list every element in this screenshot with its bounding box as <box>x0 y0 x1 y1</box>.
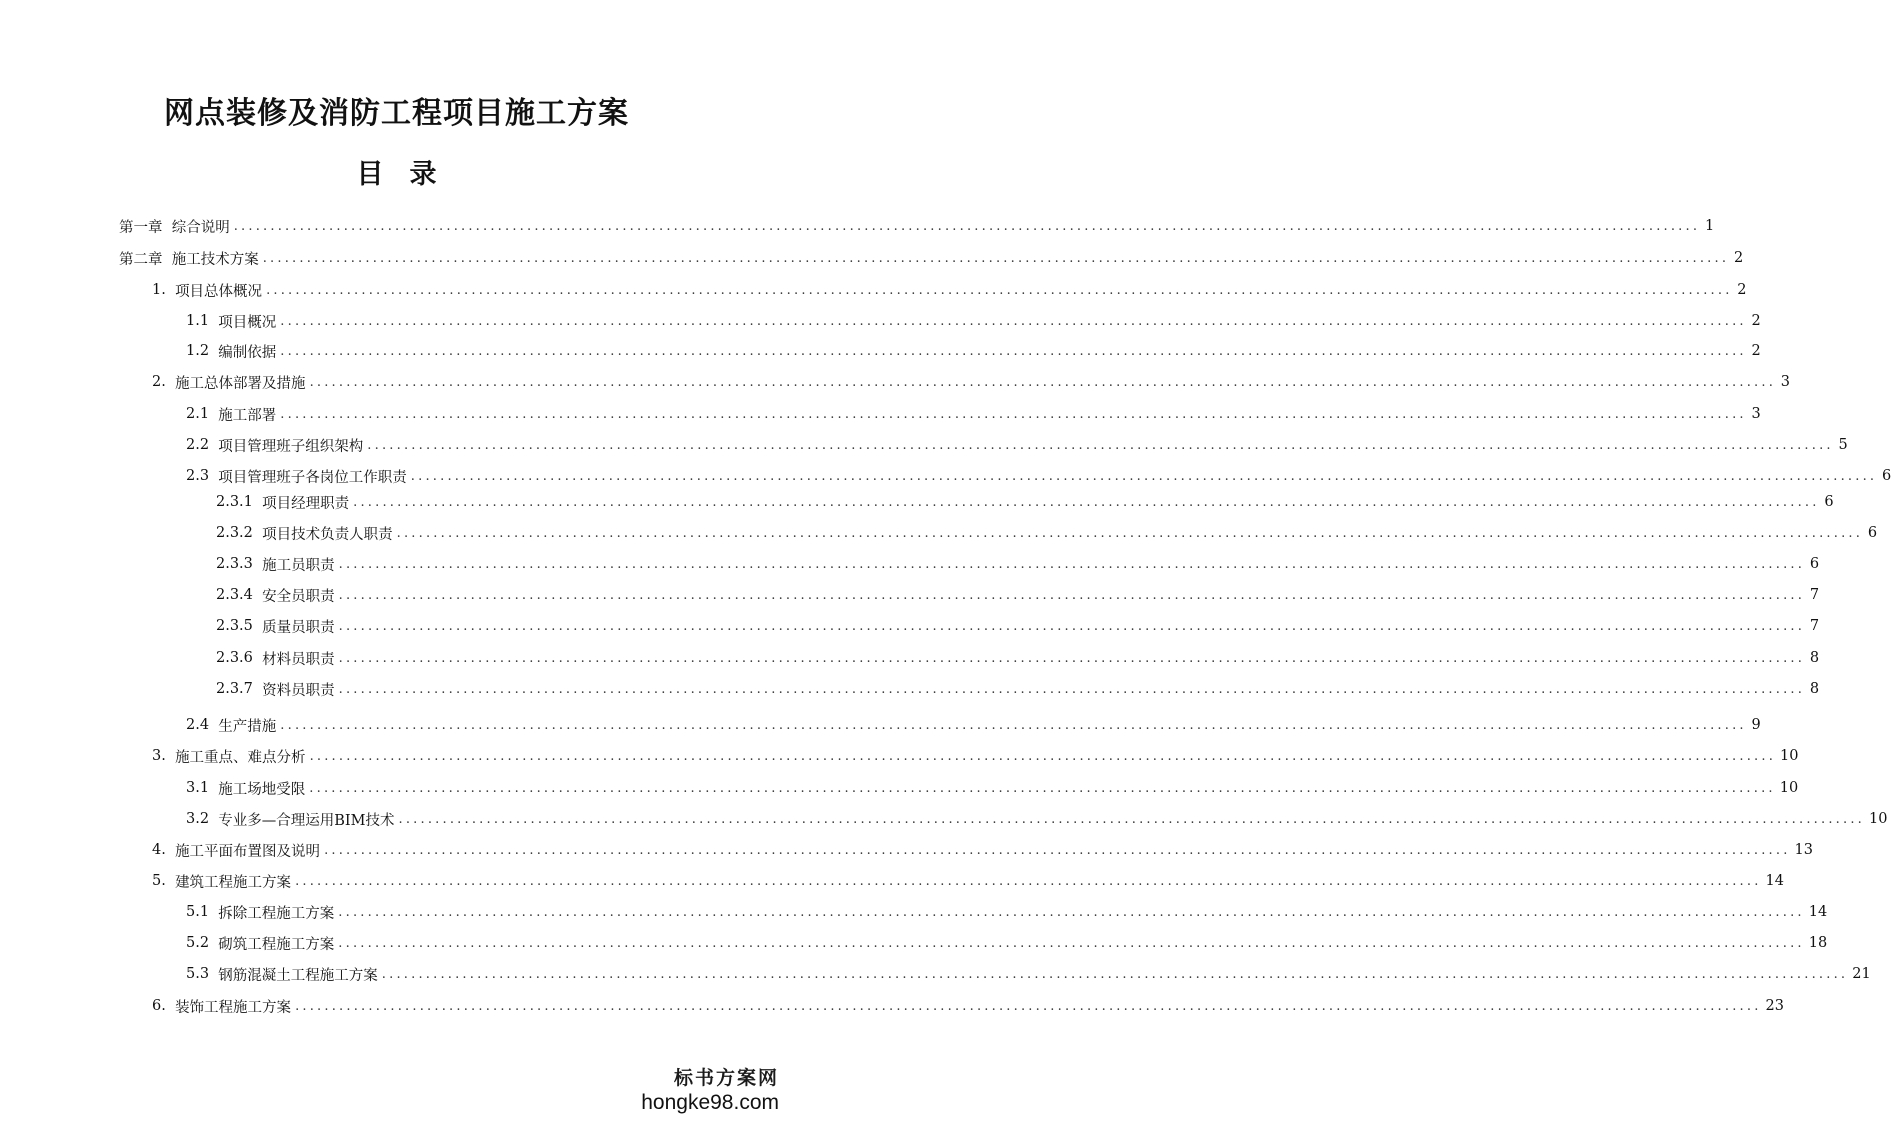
toc-entry-label: 编制依据 <box>218 344 277 361</box>
toc-entry-page: 13 <box>1794 842 1813 858</box>
toc-entry-page: 14 <box>1765 873 1784 889</box>
toc-entry-label: 资料员职责 <box>262 682 335 699</box>
toc-entry-page: 6 <box>1867 525 1878 541</box>
toc-leader-dots: ........................................................................................................................................................................................................ <box>398 811 1865 827</box>
toc-entry-label: 项目管理班子组织架构 <box>218 438 364 455</box>
toc-entry-page: 3 <box>1751 406 1761 422</box>
toc-entry-number: 5.3 <box>186 966 219 982</box>
toc-entry[interactable] <box>216 584 1820 606</box>
toc-entry-page: 8 <box>1809 650 1820 666</box>
toc-entry-number: 2.4 <box>186 717 219 733</box>
toc-entry-page: 7 <box>1809 587 1820 603</box>
toc-entry-number: 第二章 <box>119 251 172 268</box>
toc-entry-number: 6. <box>152 998 176 1014</box>
toc-entry[interactable] <box>186 340 1761 362</box>
toc-entry-number: 1.2 <box>186 343 219 359</box>
toc-leader-dots: ........................................................................................................................................................................................................ <box>309 748 1777 764</box>
toc-entry-label: 项目概况 <box>218 314 277 331</box>
toc-entry-label: 施工重点、难点分析 <box>175 749 306 766</box>
toc-entry-label: 项目经理职责 <box>262 495 350 512</box>
toc-entry-label: 专业多—合理运用BIM技术 <box>218 812 395 829</box>
toc-entry-number: 1.1 <box>186 313 219 329</box>
toc-entry-number: 2.3.4 <box>216 587 263 603</box>
toc-entry-page: 10 <box>1868 811 1888 827</box>
toc-entry-page: 6 <box>1809 556 1820 572</box>
toc-entry-label: 建筑工程施工方案 <box>175 874 292 891</box>
toc-entry-page: 10 <box>1779 780 1799 796</box>
toc-entry[interactable] <box>186 434 1848 456</box>
toc-entry-label: 钢筋混凝土工程施工方案 <box>218 967 378 984</box>
toc-entry-label: 生产措施 <box>218 718 277 735</box>
toc-entry-page: 23 <box>1765 998 1784 1014</box>
toc-entry-page: 2 <box>1751 313 1761 329</box>
toc-entry-number: 2.3 <box>186 468 219 484</box>
toc-leader-dots: ........................................................................................................................................................................................................ <box>381 966 1849 982</box>
toc-entry[interactable] <box>186 932 1828 954</box>
toc-leader-dots: ........................................................................................................................................................................................................ <box>338 618 1806 634</box>
toc-leader-dots: ........................................................................................................................................................................................................ <box>262 250 1730 266</box>
toc-entry-page: 18 <box>1808 935 1828 951</box>
toc-entry-number: 3.2 <box>186 811 219 827</box>
toc-heading: 目录 <box>356 159 463 190</box>
toc-entry-number: 2.3.3 <box>216 556 263 572</box>
toc-entry-label: 综合说明 <box>171 219 230 236</box>
toc-entry-page: 14 <box>1808 904 1828 920</box>
toc-entry[interactable] <box>186 403 1761 425</box>
toc-entry-number: 2.3.2 <box>216 525 263 541</box>
toc-leader-dots: ........................................................................................................................................................................................................ <box>410 468 1878 484</box>
toc-entry-page: 5 <box>1838 437 1848 453</box>
toc-leader-dots: ........................................................................................................................................................................................................ <box>233 218 1701 234</box>
toc-entry[interactable] <box>119 247 1744 269</box>
toc-entry-page: 10 <box>1780 748 1799 764</box>
toc-entry-label: 项目总体概况 <box>175 283 263 300</box>
document-title: 网点装修及消防工程项目施工方案 <box>164 96 629 131</box>
toc-entry-number: 2.2 <box>186 437 219 453</box>
toc-entry[interactable] <box>186 777 1799 799</box>
toc-entry-page: 7 <box>1809 618 1820 634</box>
toc-entry[interactable] <box>216 491 1834 513</box>
toc-entry-number: 3. <box>152 748 176 764</box>
toc-entry-page: 2 <box>1751 343 1761 359</box>
toc-entry[interactable] <box>216 615 1820 637</box>
toc-entry-label: 拆除工程施工方案 <box>218 905 335 922</box>
toc-entry[interactable] <box>186 808 1888 830</box>
watermark-url: hongke98.com <box>641 1091 779 1114</box>
toc-leader-dots: ........................................................................................................................................................................................................ <box>280 717 1747 733</box>
toc-entry-number: 2.3.5 <box>216 618 263 634</box>
toc-entry[interactable] <box>119 215 1715 237</box>
toc-entry-label: 质量员职责 <box>262 619 335 636</box>
toc-entry-page: 1 <box>1704 218 1715 234</box>
toc-entry[interactable] <box>186 465 1891 487</box>
toc-entry-number: 2.1 <box>186 406 219 422</box>
watermark-brand: 标书方案网 <box>673 1067 779 1089</box>
toc-entry-label: 施工总体部署及措施 <box>175 375 306 392</box>
toc-leader-dots: ........................................................................................................................................................................................................ <box>338 935 1805 951</box>
toc-entry[interactable] <box>152 371 1791 393</box>
toc-entry-page: 8 <box>1809 681 1820 697</box>
toc-entry-label: 施工部署 <box>218 407 277 424</box>
toc-entry[interactable] <box>216 647 1820 669</box>
toc-entry[interactable] <box>152 279 1747 301</box>
toc-leader-dots: ........................................................................................................................................................................................................ <box>367 437 1834 453</box>
toc-entry-label: 项目管理班子各岗位工作职责 <box>218 469 407 486</box>
site-watermark <box>629 1066 779 1116</box>
toc-entry-number: 5. <box>152 873 176 889</box>
toc-leader-dots: ........................................................................................................................................................................................................ <box>309 780 1776 796</box>
toc-entry-number: 3.1 <box>186 780 219 796</box>
toc-entry[interactable] <box>186 714 1761 736</box>
toc-entry-page: 2 <box>1733 250 1744 266</box>
toc-entry-number: 2.3.1 <box>216 494 263 510</box>
toc-leader-dots: ........................................................................................................................................................................................................ <box>338 681 1806 697</box>
toc-leader-dots: ........................................................................................................................................................................................................ <box>266 282 1733 298</box>
toc-entry[interactable] <box>152 745 1799 767</box>
toc-entry-label: 施工平面布置图及说明 <box>175 843 321 860</box>
toc-leader-dots: ........................................................................................................................................................................................................ <box>338 650 1806 666</box>
toc-entry-label: 安全员职责 <box>262 588 335 605</box>
toc-entry[interactable] <box>216 553 1820 575</box>
toc-leader-dots: ........................................................................................................................................................................................................ <box>280 343 1747 359</box>
toc-entry[interactable] <box>152 839 1813 861</box>
toc-entry-page: 9 <box>1751 717 1761 733</box>
toc-entry-page: 6 <box>1882 468 1891 484</box>
toc-entry[interactable] <box>216 522 1878 544</box>
toc-entry[interactable] <box>186 901 1828 923</box>
toc-leader-dots: ........................................................................................................................................................................................................ <box>324 842 1791 858</box>
toc-leader-dots: ........................................................................................................................................................................................................ <box>338 556 1806 572</box>
toc-entry-number: 4. <box>152 842 176 858</box>
toc-entry[interactable] <box>152 870 1784 892</box>
toc-entry-number: 5.1 <box>186 904 219 920</box>
toc-entry-label: 砌筑工程施工方案 <box>218 936 335 953</box>
toc-entry[interactable] <box>152 995 1784 1017</box>
toc-leader-dots: ........................................................................................................................................................................................................ <box>280 406 1747 422</box>
toc-entry-page: 21 <box>1852 966 1871 982</box>
toc-leader-dots: ........................................................................................................................................................................................................ <box>295 873 1762 889</box>
toc-entry[interactable] <box>186 963 1871 985</box>
toc-leader-dots: ........................................................................................................................................................................................................ <box>338 587 1806 603</box>
toc-entry[interactable] <box>186 310 1761 332</box>
toc-entry-label: 施工技术方案 <box>171 251 259 268</box>
toc-entry-page: 6 <box>1824 494 1834 510</box>
toc-leader-dots: ........................................................................................................................................................................................................ <box>396 525 1864 541</box>
toc-entry-number: 2.3.7 <box>216 681 263 697</box>
toc-leader-dots: ........................................................................................................................................................................................................ <box>338 904 1805 920</box>
toc-entry-number: 2. <box>152 374 176 390</box>
toc-entry-label: 装饰工程施工方案 <box>175 999 292 1016</box>
toc-leader-dots: ........................................................................................................................................................................................................ <box>353 494 1820 510</box>
toc-entry-number: 5.2 <box>186 935 219 951</box>
toc-entry[interactable] <box>216 678 1820 700</box>
toc-entry-number: 第一章 <box>119 219 172 236</box>
toc-leader-dots: ........................................................................................................................................................................................................ <box>295 998 1762 1014</box>
toc-entry-label: 材料员职责 <box>262 651 335 668</box>
toc-entry-number: 2.3.6 <box>216 650 263 666</box>
toc-leader-dots: ........................................................................................................................................................................................................ <box>309 374 1777 390</box>
toc-entry-page: 3 <box>1780 374 1791 390</box>
toc-entry-label: 施工场地受限 <box>218 781 306 798</box>
toc-entry-page: 2 <box>1737 282 1747 298</box>
toc-entry-label: 施工员职责 <box>262 557 335 574</box>
toc-entry-label: 项目技术负责人职责 <box>262 526 393 543</box>
toc-leader-dots: ........................................................................................................................................................................................................ <box>280 313 1747 329</box>
toc-entry-number: 1. <box>152 282 176 298</box>
